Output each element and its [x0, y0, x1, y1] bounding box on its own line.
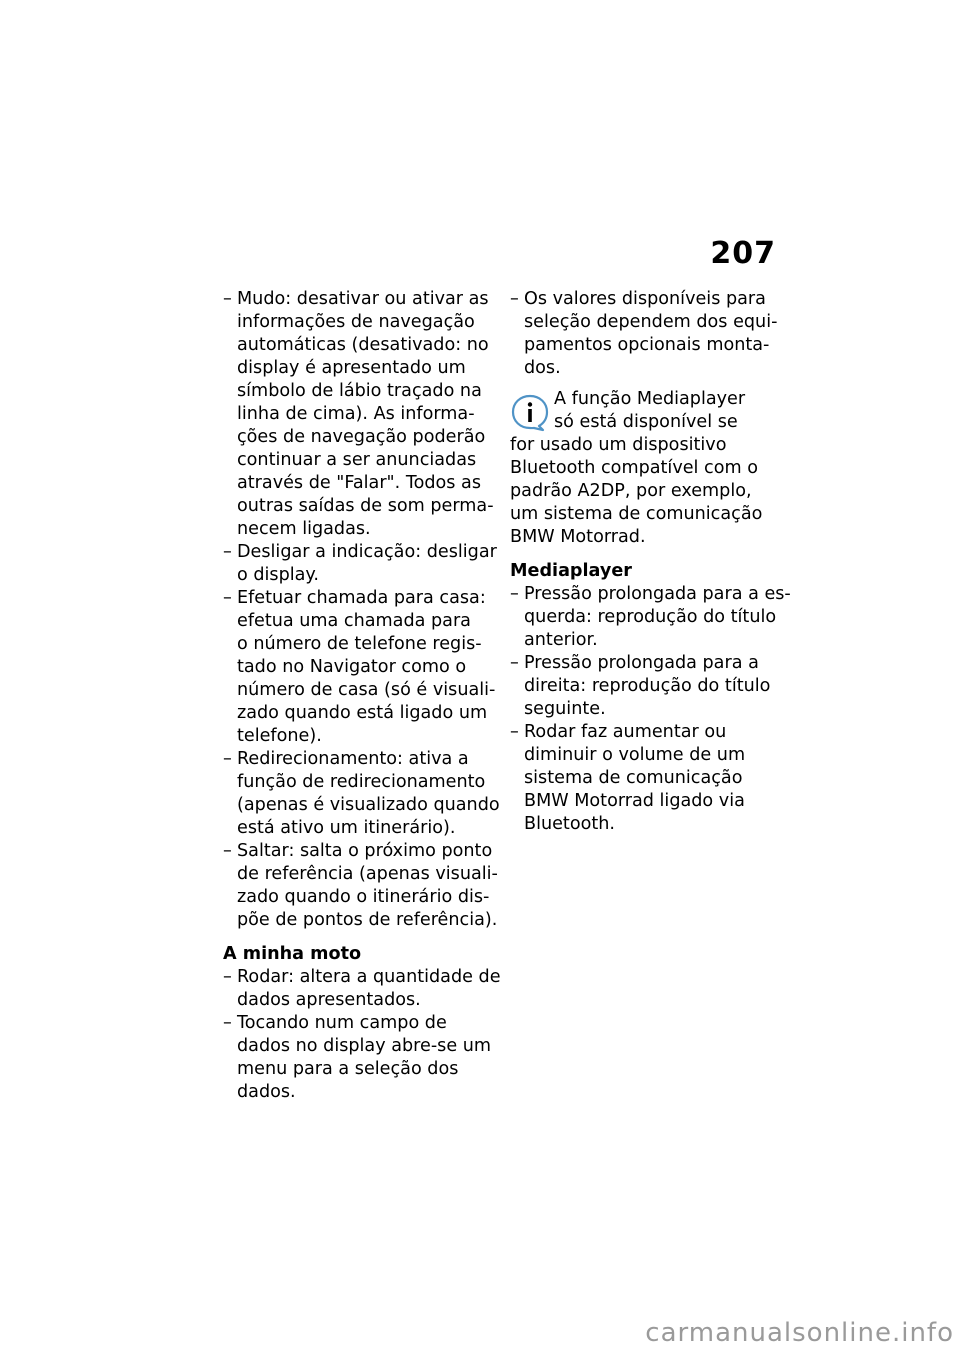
text-line: querda: reprodução do título — [524, 607, 777, 627]
text-line: um sistema de comunicação — [510, 504, 763, 524]
text-line: de referência (apenas visuali- — [237, 864, 498, 884]
list-item — [223, 587, 496, 748]
list-item — [223, 748, 500, 840]
right-list-a — [510, 288, 782, 380]
text-line: tado no Navigator como o — [237, 657, 467, 677]
text-line: padrão A2DP, por exemplo, — [510, 481, 752, 501]
text-line: Mudo: desativar ou ativar as — [237, 289, 489, 309]
text-line: número de casa (só é visuali- — [237, 680, 496, 700]
section-heading-mediaplayer: Mediaplayer — [510, 561, 632, 581]
dash: – — [510, 584, 519, 604]
text-line: Redirecionamento: ativa a — [237, 749, 469, 769]
text-line: o display. — [237, 565, 319, 585]
text-line: através de "Falar". Todos as — [237, 473, 481, 493]
text-line: BMW Motorrad. — [510, 527, 646, 547]
text-line: Pressão prolongada para a — [524, 653, 759, 673]
text-line: seguinte. — [524, 699, 606, 719]
text-line: põe de pontos de referência). — [237, 910, 498, 930]
info-icon — [510, 392, 550, 432]
dash: – — [223, 841, 232, 861]
text-line: Desligar a indicação: desligar — [237, 542, 497, 562]
text-line: Saltar: salta o próximo ponto — [237, 841, 493, 861]
text-line: BMW Motorrad ligado via — [524, 791, 745, 811]
list-item — [510, 583, 791, 652]
text-line: efetua uma chamada para — [237, 611, 471, 631]
dash: – — [510, 289, 519, 309]
text-line: ções de navegação poderão — [237, 427, 486, 447]
text-line: pamentos opcionais monta- — [524, 335, 770, 355]
text-line: Tocando num campo de — [237, 1013, 447, 1033]
dash: – — [223, 1013, 232, 1033]
list-item — [510, 288, 782, 380]
text-line: Bluetooth compatível com o — [510, 458, 758, 478]
page-number: 207 — [710, 236, 776, 271]
text-line: Rodar: altera a quantidade de — [237, 967, 501, 987]
dash: – — [223, 289, 232, 309]
dash: – — [223, 749, 232, 769]
text-line: automáticas (desativado: no — [237, 335, 489, 355]
text-line: está ativo um itinerário). — [237, 818, 456, 838]
text-line: telefone). — [237, 726, 322, 746]
text-line: símbolo de lábio traçado na — [237, 381, 482, 401]
text-line: menu para a seleção dos — [237, 1059, 459, 1079]
right-column — [510, 288, 791, 836]
text-line: outras saídas de som perma- — [237, 496, 494, 516]
list-item — [223, 840, 498, 932]
left-column — [223, 288, 501, 1104]
text-line: direita: reprodução do título — [524, 676, 771, 696]
left-list-b — [223, 966, 501, 1104]
left-list-a — [223, 288, 500, 932]
text-line: A função Mediaplayer — [554, 389, 746, 409]
list-item — [223, 966, 501, 1012]
text-line: diminuir o volume de um — [524, 745, 746, 765]
text-line: (apenas é visualizado quando — [237, 795, 500, 815]
list-item — [510, 721, 782, 836]
text-line: for usado um dispositivo — [510, 435, 727, 455]
text-line: Bluetooth. — [524, 814, 616, 834]
text-line: display é apresentado um — [237, 358, 466, 378]
text-line: Rodar faz aumentar ou — [524, 722, 727, 742]
list-item — [223, 288, 494, 541]
text-line: Os valores disponíveis para — [524, 289, 766, 309]
text-line: dados no display abre-se um — [237, 1036, 492, 1056]
dash: – — [223, 967, 232, 987]
dash: – — [223, 588, 232, 608]
text-line: dados apresentados. — [237, 990, 421, 1010]
text-line: só está disponível se — [554, 412, 738, 432]
dash: – — [510, 722, 519, 742]
text-line: o número de telefone regis- — [237, 634, 482, 654]
text-line: zado quando o itinerário dis- — [237, 887, 490, 907]
text-line: dados. — [237, 1082, 296, 1102]
text-line: Pressão prolongada para a es- — [524, 584, 791, 604]
text-line: zado quando está ligado um — [237, 703, 488, 723]
text-line: dos. — [524, 358, 561, 378]
right-list-b — [510, 583, 791, 836]
text-line: seleção dependem dos equi- — [524, 312, 778, 332]
text-line: informações de navegação — [237, 312, 475, 332]
info-note — [510, 388, 782, 549]
text-line: continuar a ser anunciadas — [237, 450, 477, 470]
text-line: necem ligadas. — [237, 519, 371, 539]
text-line: sistema de comunicação — [524, 768, 743, 788]
text-line: anterior. — [524, 630, 598, 650]
text-line: linha de cima). As informa- — [237, 404, 475, 424]
section-heading-a-minha-moto: A minha moto — [223, 944, 362, 964]
credit-text: carmanualsonline.info — [645, 1318, 954, 1348]
list-item — [510, 652, 782, 721]
list-item — [223, 1012, 492, 1104]
list-item — [223, 541, 497, 587]
dash: – — [510, 653, 519, 673]
text-line: função de redirecionamento — [237, 772, 486, 792]
dash: – — [223, 542, 232, 562]
text-line: Efetuar chamada para casa: — [237, 588, 486, 608]
watermark-credit — [0, 1318, 960, 1348]
